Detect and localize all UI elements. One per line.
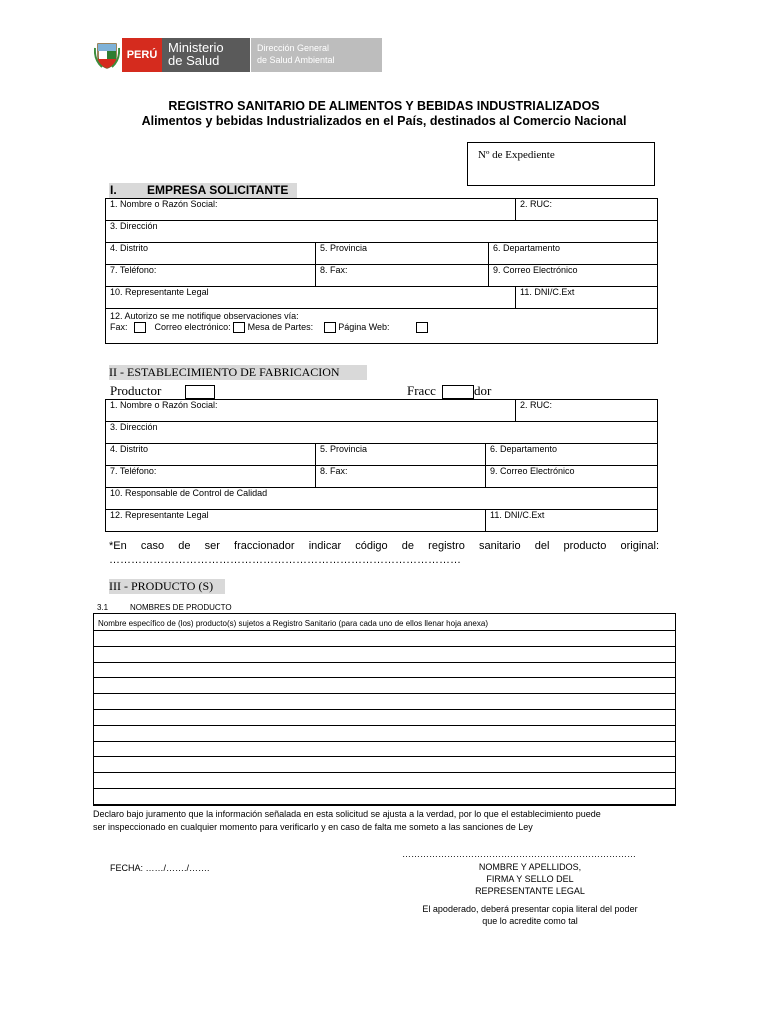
subsection-number: 3.1 bbox=[97, 603, 109, 612]
product-row-line[interactable] bbox=[94, 756, 675, 757]
signature-caption: NOMBRE Y APELLIDOS, FIRMA Y SELLO DEL REPRESENTANTE LEGAL bbox=[475, 862, 585, 896]
product-row-line[interactable] bbox=[94, 693, 675, 694]
estab-direccion-field[interactable]: 3. Dirección bbox=[106, 422, 658, 444]
productor-checkbox[interactable] bbox=[185, 385, 215, 399]
coat-of-arms-icon bbox=[92, 38, 122, 72]
fraccionador-label-a: Fracc bbox=[407, 383, 436, 398]
logo-country: PERÚ bbox=[122, 38, 162, 72]
product-row-line[interactable] bbox=[94, 725, 675, 726]
logo-directorate: Dirección General de Salud Ambiental bbox=[250, 38, 382, 72]
empresa-fax-field[interactable]: 8. Fax: bbox=[316, 265, 489, 287]
apoderado-note: El apoderado, deberá presentar copia literal del poder que lo acredite como tal bbox=[422, 904, 638, 926]
empresa-direccion-field[interactable]: 3. Dirección bbox=[106, 221, 658, 243]
email-checkbox[interactable] bbox=[233, 322, 245, 333]
fraccionador-checkbox[interactable] bbox=[442, 385, 474, 399]
estab-responsable-field[interactable]: 10. Responsable de Control de Calidad bbox=[106, 488, 658, 510]
mesa-partes-checkbox[interactable] bbox=[324, 322, 336, 333]
section-3-heading: III - PRODUCTO (S) bbox=[109, 579, 225, 594]
empresa-table bbox=[105, 198, 658, 344]
ministry-logo bbox=[92, 38, 382, 72]
product-row-line[interactable] bbox=[94, 741, 675, 742]
section-1-heading: I. EMPRESA SOLICITANTE bbox=[109, 183, 297, 198]
empresa-distrito-field[interactable]: 4. Distrito bbox=[106, 243, 316, 265]
product-row-line[interactable] bbox=[94, 662, 675, 663]
product-row-line[interactable] bbox=[94, 788, 675, 789]
declaration-text: Declaro bajo juramento que la información señalada en esta solicitud se ajusta a la verdad, por lo que el establecimiento puede ser inspeccionado en cualquier momento para verificarlo y en caso de falta me someto a las sanciones de Ley bbox=[93, 809, 601, 832]
logo-ministry: Ministerio de Salud bbox=[162, 38, 250, 72]
fax-checkbox[interactable] bbox=[134, 322, 146, 333]
products-table-header: Nombre específico de (los) producto(s) sujetos a Registro Sanitario (para cada uno de ellos llenar hoja anexa) bbox=[98, 619, 488, 628]
fraccionador-note-dots: …………………………………………………………………………………… bbox=[109, 554, 461, 566]
empresa-dni-field[interactable]: 11. DNI/C.Ext bbox=[516, 287, 658, 309]
product-row-line[interactable] bbox=[94, 804, 675, 805]
estab-razon-social-field[interactable]: 1. Nombre o Razón Social: bbox=[106, 400, 516, 422]
form-subtitle: Alimentos y bebidas Industrializados en el País, destinados al Comercio Nacional bbox=[141, 114, 627, 128]
estab-ruc-field[interactable]: 2. RUC: bbox=[516, 400, 658, 422]
estab-fax-field[interactable]: 8. Fax: bbox=[316, 466, 486, 488]
empresa-representante-field[interactable]: 10. Representante Legal bbox=[106, 287, 516, 309]
fraccionador-note: *En caso de ser fraccionador indicar código de registro sanitario del producto original: bbox=[109, 540, 659, 552]
estab-departamento-field[interactable]: 6. Departamento bbox=[486, 444, 658, 466]
estab-dni-field[interactable]: 11. DNI/C.Ext bbox=[486, 510, 658, 532]
estab-correo-field[interactable]: 9. Correo Electrónico bbox=[486, 466, 658, 488]
estab-telefono-field[interactable]: 7. Teléfono: bbox=[106, 466, 316, 488]
empresa-correo-field[interactable]: 9. Correo Electrónico bbox=[489, 265, 658, 287]
subsection-title: NOMBRES DE PRODUCTO bbox=[130, 603, 232, 612]
form-title: REGISTRO SANITARIO DE ALIMENTOS Y BEBIDAS INDUSTRIALIZADOS bbox=[168, 99, 600, 113]
estab-distrito-field[interactable]: 4. Distrito bbox=[106, 444, 316, 466]
empresa-departamento-field[interactable]: 6. Departamento bbox=[489, 243, 658, 265]
products-table bbox=[93, 613, 676, 806]
estab-provincia-field[interactable]: 5. Provincia bbox=[316, 444, 486, 466]
product-row-line[interactable] bbox=[94, 709, 675, 710]
fraccionador-label-b: dor bbox=[474, 383, 492, 398]
empresa-provincia-field[interactable]: 5. Provincia bbox=[316, 243, 489, 265]
fecha-field[interactable]: FECHA: ……/……./……. bbox=[110, 863, 210, 873]
establecimiento-table bbox=[105, 399, 658, 532]
expediente-box[interactable] bbox=[467, 142, 655, 186]
web-checkbox[interactable] bbox=[416, 322, 428, 333]
estab-representante-field[interactable]: 12. Representante Legal bbox=[106, 510, 486, 532]
product-row-line[interactable] bbox=[94, 772, 675, 773]
empresa-razon-social-field[interactable]: 1. Nombre o Razón Social: bbox=[106, 199, 516, 221]
product-row-line[interactable] bbox=[94, 630, 675, 631]
section-2-heading: II - ESTABLECIMIENTO DE FABRICACION bbox=[109, 365, 367, 380]
signature-line: …………………………………………………………………… bbox=[402, 849, 636, 859]
product-row-line[interactable] bbox=[94, 646, 675, 647]
empresa-telefono-field[interactable]: 7. Teléfono: bbox=[106, 265, 316, 287]
product-row-line[interactable] bbox=[94, 677, 675, 678]
empresa-ruc-field[interactable]: 2. RUC: bbox=[516, 199, 658, 221]
productor-label: Productor bbox=[110, 383, 162, 398]
expediente-label: Nº de Expediente bbox=[478, 149, 555, 161]
notification-options: 12. Autorizo se me notifique observaciones vía: Fax: Correo electrónico: Mesa de Partes: Página Web: bbox=[106, 309, 658, 344]
